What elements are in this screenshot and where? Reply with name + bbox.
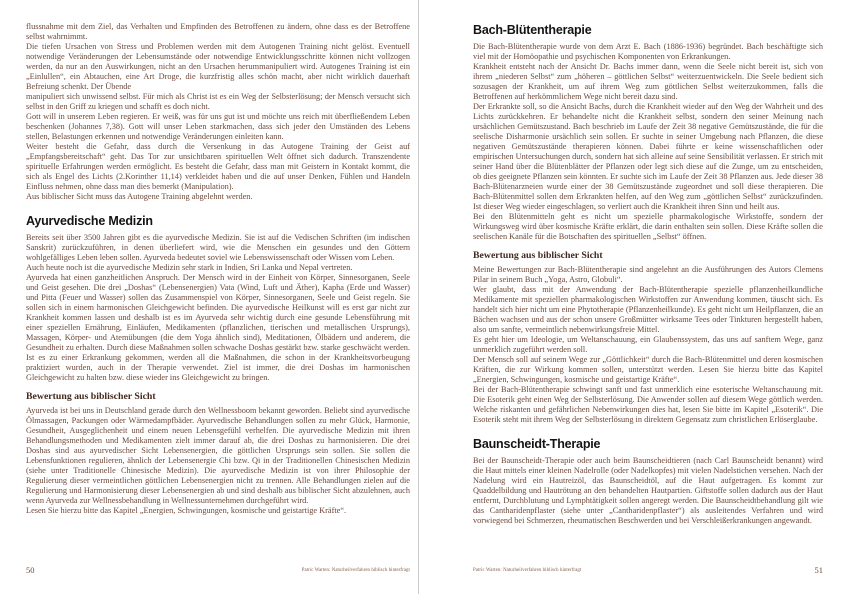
page-footer	[473, 564, 823, 578]
paragraph: Bei den Blütenmitteln geht es nicht um spezielle pharmakologische Wirkstoffe, sondern der Wirkungsweg wird über kosmische Kräfte erklärt, die darin enthalten sein sollen. Diese Kräfte sollen die seelischen Kanäle für die Botschaften des spirituellen „Selbst“ öffnen.	[473, 212, 823, 241]
paragraph: Der Erkrankte soll, so die Ansicht Bachs, durch die Krankheit wieder auf den Weg der Wahrheit und des Lichts zurückkehren. Er behandelte nicht die Krankheit selbst, sondern den seiner Meinung nach ursächlichen Gemütszustand. Bach beschrieb im Laufe der Zeit 38 negative Gemütszustände, die für die seelische Disharmonie ursächlich sein sollen. Er suchte in seiner Umgebung nach Pflanzen, die diese negativen Gemütszustände therapieren können. Dabei führte er keine wissenschaftlichen oder empirischen Untersuchungen durch, sondern hat sich alleine auf seine Sensibilität verlassen. Er strich mit seiner Hand über die Blütenblätter der Pflanzen oder legt sich diese auf die Zunge, um zu entscheiden, ob dies geeignete Pflanzen sein könnten. Er suchte sich im Laufe der Zeit 38 Pflanzen aus. Jede dieser 38 Bach-Blütenarzneien wurde einer der 38 Gemütszustände zugeordnet und soll diese therapieren. Die Bach-Blütenmittel sollen dem Erkrankten helfen, auf den Weg zum „göttlichen Selbst“ zurückzufinden. Ist dieser Weg wieder eingeschlagen, so verliert auch die Krankheit ihren Sinn und heilt aus.	[473, 102, 823, 211]
page-50	[26, 0, 410, 594]
subsection-heading: Bewertung aus biblischer Sicht	[26, 391, 156, 402]
page-content	[473, 22, 823, 560]
paragraph: Aus biblischer Sicht muss das Autogene Training abgelehnt werden.	[26, 192, 253, 201]
paragraph: Gott will in unserem Leben regieren. Er weiß, was für uns gut ist und möchte uns reich mit überfließendem Leben beschenken (Johannes 7,38). Gott will unser Leben starkmachen, dass sich jeder den Umständen des Lebens stellen, Belastungen erkennen und notwendige Veränderungen einleiten kann.	[26, 112, 410, 141]
paragraph: Wer glaubt, dass mit der Anwendung der Bach-Blütentherapie spezielle pflanzenheilkundliche Medikamente mit speziellen pharmakologischen Wirkstoffen zur Anwendung kommen, täuscht sich. Es handelt sich hier nicht um eine Phytotherapie (Pflanzenheilkunde). Es geht nicht um Heilpflanzen, die an Bächen wachsen und aus der schon unsere Großmütter wirksame Tees oder Tinkturen hergestellt haben, also um sanfte, vermeintlich nebenwirkungsfreie Mittel.	[473, 285, 823, 334]
chapter-heading: Bach-Blütentherapie	[473, 23, 592, 37]
running-title: Patric Warten: Naturheilverfahren biblisch hinterfragt	[473, 568, 582, 573]
paragraph: Ayurveda hat einen ganzheitlichen Anspruch. Der Mensch wird in der Einheit von Körper, Sinnesorganen, Seele und Geist gesehen. Die drei „Doshas“ (Lebensenergien) Vata (Wind, Luft und Äther), Kapha (Erde und Wasser) und Pitta (Feuer und Wasser) sollen das Zusammenspiel von Körper, Sinnesorganen, Seele und Geist regeln. Sie sollen sich in einem harmonischen Gleichgewicht befinden. Die ayurvedische Heilkunst will es erst gar nicht zur Krankheit kommen lassen und deshalb ist es im Ayurveda sehr wichtig durch eine gesunde Lebensführung mit einer speziellen Ernährung, Einläufen, Medikamenten (pflanzlichen, tierischen und metallischen Ursprungs), Massagen, Körper- und Atemübungen (die dem Yoga ähnlich sind), Meditationen, Ölbädern und anderem, die Gesundheit zu erhalten. Durch diese Maßnahmen sollen schwache Doshas gestärkt bzw. starke geschwächt werden. Ist es zu einer Erkrankung gekommen, werden all die Maßnahmen, die schon in der Krankheitsvorbeugung praktiziert wurden, auch in der Therapie verwendet. Ziel ist immer, die drei Doshas im harmonischen Gleichgewicht zu halten bzw. diese wieder ins Gleichgewicht zu bringen.	[26, 273, 410, 382]
chapter-heading: Baunscheidt-Therapie	[473, 437, 601, 451]
paragraph: Krankheit entsteht nach der Ansicht Dr. Bachs immer dann, wenn die Seele nicht bereit ist, sich von ihrem „niederen Selbst“ zum „höheren – göttlichen Selbst“ weiterzuentwickeln. Die Seele bedient sich sozusagen der Krankheit, um auf ihrem Weg zum göttlichen Selbst weiterzukommen, falls die Betroffenen auf herkömmlichem Wege nicht bereit dazu sind.	[473, 62, 823, 101]
page-content	[26, 22, 410, 560]
paragraph: Der Mensch soll auf seinem Wege zur „Göttlichkeit“ durch die Bach-Blütenmittel und deren kosmischen Kräften, die zur Wirkung kommen sollen, unterstützt werden. Lesen Sie hierzu bitte das Kapitel „Energien, Schwingungen, kosmische und geistartige Kräfte“.	[473, 355, 823, 384]
page-number: 51	[814, 565, 823, 575]
page-51	[473, 0, 823, 594]
chapter-heading: Ayurvedische Medizin	[26, 214, 153, 228]
paragraph: Die tiefen Ursachen von Stress und Problemen werden mit dem Autogenen Training nicht gelöst. Eventuell notwendige Veränderungen der Lebensumstände oder notwendige Entwicklungsschritte können nicht vollzogen werden, da nur an den Auswirkungen, nicht an den Ursachen herummanipuliert wird. Autogenes Training ist ein „Einlullen“, ein Abtauchen, eine Art Droge, die kurzfristig alles schön macht, aber nicht wirklich dauerhaft Befreiung schenkt. Der Übende	[26, 42, 410, 91]
page-number: 50	[26, 565, 35, 575]
paragraph: Die Bach-Blütentherapie wurde von dem Arzt E. Bach (1886-1936) begründet. Bach beschäftigte sich viel mit der Homöopathie und psychischen Komponenten von Erkrankungen.	[473, 42, 823, 61]
paragraph: Auch heute noch ist die ayurvedische Medizin sehr stark in Indien, Sri Lanka und Nepal vertreten.	[26, 263, 353, 272]
page-gutter-divider	[418, 0, 419, 594]
paragraph: Ayurveda ist bei uns in Deutschland gerade durch den Wellnessboom bekannt geworden. Beliebt sind ayurvedische Ölmassagen, Packungen oder Wärmedampfbäder. Ayurvedische Behandlungen sollen zu mehr Glück, Harmonie, Gesundheit, Ausgeglichenheit und einem neuen Lebensgefühl verhelfen. Die ayurvedische Medizin mit ihren Behandlungsmethoden und Medikamenten zielt immer darauf ab, die drei Doshas zu harmonisieren. Die drei Doshas sind aus ayurvedischer Sicht Lebensenergien, die göttlichen Ursprungs sein sollen. Sie sollen die Lebensfunktionen regulieren, ähnlich der Lebensenergie Chi bzw. Qi in der Traditionellen Chinesischen Medizin (siehe unter Traditionelle Chinesische Medizin). Die ayurvedische Medizin ist von ihrer Philosophie der Regulierung dieser vermeintlichen göttlichen Lebensenergien nicht zu trennen. Alle Behandlungen zielen auf die Regulierung und Harmonisierung dieser Lebensenergien ab und sind deshalb aus biblischer Sicht abzulehnen, auch wenn Ayurveda zur Wellnessbehandlung in Wellnessunternehmen durchgeführt wird.	[26, 406, 410, 505]
paragraph: flussnahme mit dem Ziel, das Verhalten und Empfinden des Betroffenen zu ändern, ohne dass es der Betroffene selbst wahrnimmt.	[26, 22, 410, 41]
paragraph: manipuliert sich unwissend selbst. Für mich als Christ ist es ein Weg der Selbsterlösung; der Mensch versucht sich selbst in den Griff zu kriegen und schafft es doch nicht.	[26, 92, 410, 111]
paragraph: Lesen Sie hierzu bitte das Kapitel „Energien, Schwingungen, kosmische und geistartige Kräfte“.	[26, 506, 347, 515]
running-title: Patric Warten: Naturheilverfahren biblisch hinterfragt	[301, 568, 410, 573]
paragraph: Bereits seit über 3500 Jahren gibt es die ayurvedische Medizin. Sie ist auf die Vedischen Schriften (im indischen Sanskrit) zurückzuführen, in denen überliefert wird, wie die Menschen ein gesundes und den Göttern wohlgefälliges Leben leben sollen. Ayurveda bedeutet soviel wie Lebenswissenschaft oder Wissen vom Leben.	[26, 233, 410, 262]
paragraph: Es geht hier um Ideologie, um Weltanschauung, ein Glaubenssystem, das uns auf sanftem Wege, ganz unmerklich zugeführt werden soll.	[473, 335, 823, 354]
paragraph: Weiter besteht die Gefahr, dass durch die Versenkung in das Autogene Training der Geist auf „Empfangsbereitschaft“ geht. Das Tor zur unsichtbaren spirituellen Welt öffnet sich dadurch. Transzendente spirituelle Erfahrungen werden ermöglicht. Es besteht die Gefahr, dass man mit Geistern in Kontakt kommt, die sich als Engel des Lichts (2.Korinther 11,14) verkleidet haben und die auf unser Denken, Fühlen und Handeln Einfluss nehmen, ohne dass man dies bemerkt (Manipulation).	[26, 142, 410, 191]
paragraph: Bei der Baunscheidt-Therapie oder auch beim Baunscheidtieren (nach Carl Baunscheidt benannt) wird die Haut mittels einer kleinen Nadelrolle (oder Nadelkopfes) mit vielen Nadelstichen versehen. Nach der Nadelung wird ein Hautreizöl, das Baunscheidtöl, auf die Haut aufgetragen. Es kommt zur Quaddelbildung und Hautrötung an den behandelten Hautpartien. Giftstoffe sollen dadurch aus der Haut entfernt, Durchblutung und Lymphtätigkeit sollen angeregt werden. Die Baunscheidtbehandlung gilt wie das Cantharidenpflaster (siehe unter „Cantharidenpflaster“) als ausleitendes Verfahren und wird vorwiegend bei Schmerzen, rheumatischen Beschwerden und bei Verschleißerkrankungen angewandt.	[473, 456, 823, 525]
page-footer	[26, 564, 410, 578]
paragraph: Bei der Bach-Blütentherapie schwingt sanft und fast unmerklich eine esoterische Weltanschauung mit. Die Esoterik geht einen Weg der Selbsterlösung. Die Anwender sollen auf diesem Wege göttlich werden. Welche riskanten und gefährlichen Nebenwirkungen dies hat, lesen Sie bitte im Kapitel „Esoterik“. Die Esoterik steht mit ihrem Weg der Selbsterlösung in direktem Gegensatz zum christlichen Erlöserglaube.	[473, 385, 823, 424]
paragraph: Meine Bewertungen zur Bach-Blütentherapie sind angelehnt an die Ausführungen des Autors Clemens Pilar in seinem Buch „Yoga, Astro, Globuli“.	[473, 265, 823, 284]
subsection-heading: Bewertung aus biblischer Sicht	[473, 250, 603, 261]
